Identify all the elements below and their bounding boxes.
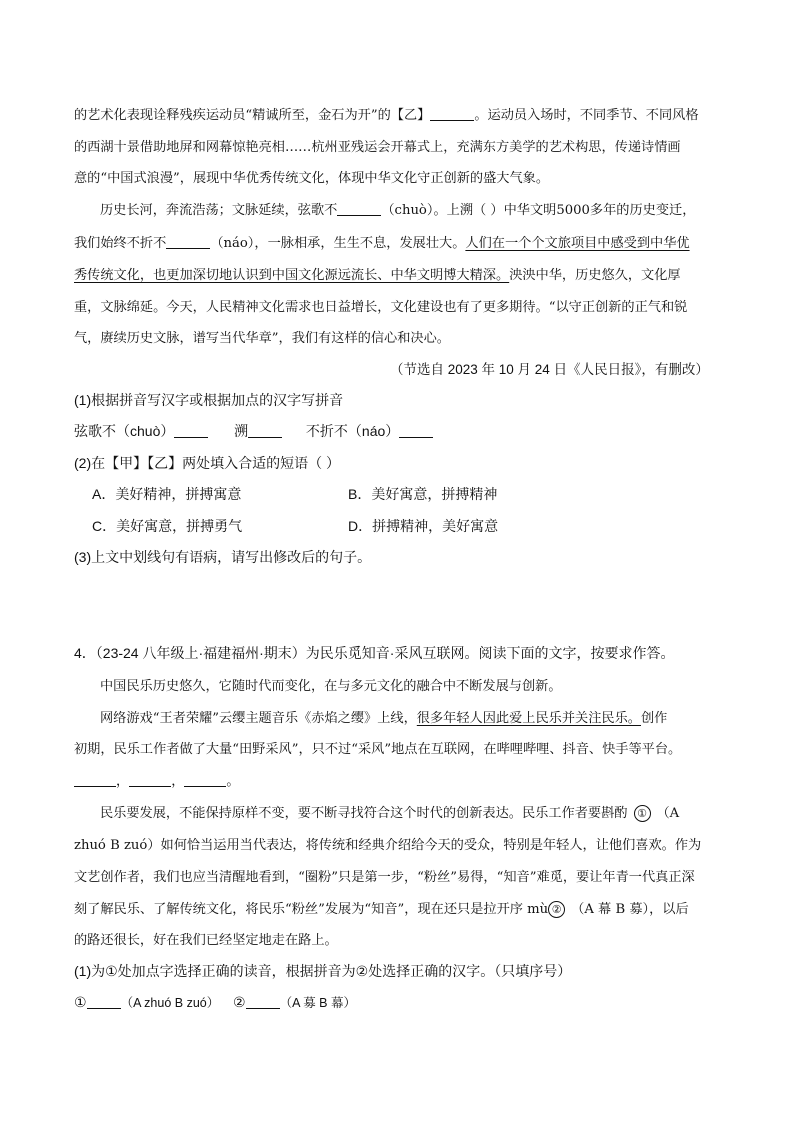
passage-line: 初期，民乐工作者做了大量“田野采风”，只不过“采风”地点在互联网，在哔哩哔哩、抖音、快手等平台。 [74,742,682,757]
passage-line: 重，文脉绵延。今天，人民精神文化需求也日益增长，文化建设也有了更多期待。“以守正创新的正气和锐 [74,300,688,315]
option-a[interactable]: A．美好精神，拼搏寓意 [92,486,242,502]
passage-line: 意的“中国式浪漫”，展现中华优秀传统文化，体现中华文化守正创新的盛大气象。 [74,171,550,186]
underlined-sentence: 秀传统文化，也更加深切地认识到中国文化源远流长、中华文明博大精深。 [74,268,510,283]
item-label: 溯 [234,423,249,439]
question-1-title: (1)根据拼音写汉字或根据加点的汉字写拼音 [74,392,344,408]
text: （chuò）。上溯（ ）中华文明5000多年的历史变迁， [381,203,696,218]
text: 。 [226,774,240,789]
text: 民乐要发展，不能保持原样不变，要不断寻找符合这个时代的创新表达。民乐工作者要斟酌 [100,806,628,821]
options-text: （A zhuó B zuó） [120,996,220,1010]
question-2-title: (2)在【甲】【乙】两处填入合适的短语（ ） [74,455,340,471]
text: 。运动员入场时，不同季节、不同风格 [474,108,699,123]
section-4-header: 4．（23-24 八年级上·福建福州·期末）为民乐觅知音·采风互联网。阅读下面的文字，按要求作答。 [74,645,675,661]
passage-line: zhuó B zuó）如何恰当运用当代表达，将传统和经典介绍给今天的受众，特别是年轻人，让他们喜欢。作为 [74,838,702,853]
answer-blank[interactable] [184,772,226,787]
circled-number-icon: ② [548,901,565,918]
answer-blank[interactable] [548,902,571,917]
passage-line [74,232,690,251]
text: 网络游戏“王者荣耀”云缨主题音乐《赤焰之缨》上线， [100,711,417,726]
question-3-title: (3)上文中划线句有语病，请写出修改后的句子。 [74,549,372,565]
text: （náo），一脉相承，生生不息，发展壮大。 [210,236,466,251]
answer-blank[interactable] [246,994,280,1009]
options-text: （A 募 B 幕） [279,996,356,1010]
source-citation: （节选自 2023 年 10 月 24 日《人民日报》，有删改） [390,362,709,377]
passage-line: 气，赓续历史文脉，谱写当代华章”，我们有这样的信心和决心。 [74,331,450,346]
option-c[interactable]: C．美好寓意，拼搏勇气 [92,518,243,534]
passage-line [74,264,681,283]
circled-number-icon: ② [233,994,246,1010]
blank-line: ， ， 。 [74,770,240,789]
passage-line [74,104,699,123]
underlined-sentence: 人们在一个个文旅项目中感受到中华优 [465,236,690,251]
circled-number-icon: ① [74,994,87,1010]
passage-line: 的西湖十景借助地屏和网幕惊艳亮相……杭州亚残运会开幕式上，充满东方美学的艺术构思，传递诗情画 [74,140,681,155]
circled-number-icon: ① [634,805,651,822]
text: 历史长河，奔流浩荡；文脉延续，弦歌不 [100,203,338,218]
answer-blank[interactable] [628,806,657,821]
underlined-sentence: 很多年轻人因此爱上民乐并关注民乐。 [416,711,641,726]
option-b[interactable]: B．美好寓意，拼搏精神 [348,486,498,502]
text: 的艺术化表现诠释残疾运动员“精诚所至，金石为开”的【乙】 [74,108,431,123]
answer-blank[interactable] [399,423,433,438]
answer-blank[interactable] [166,234,210,249]
passage-line [100,707,667,726]
passage-line: 中国民乐历史悠久，它随时代而变化，在与多元文化的融合中不断发展与创新。 [100,679,562,694]
question-1-items [74,421,433,441]
option-d[interactable]: D．拼搏精神，美好寓意 [348,518,499,534]
passage-line: 文艺创作者，我们也应当清醒地看到，“圈粉”只是第一步，“粉丝”易得，“知音”难觅，要让年青一代真正深 [74,870,695,885]
answer-blank[interactable] [248,423,282,438]
answer-blank[interactable] [430,106,474,121]
passage-line [100,802,679,822]
answer-blank[interactable] [337,201,381,216]
answer-blank[interactable] [129,772,171,787]
text: 创作 [640,711,668,726]
passage-line [100,199,695,218]
item-label: 弦歌不（chuò） [74,423,175,439]
answer-blank[interactable] [74,772,116,787]
question-4-1-answers [74,993,356,1011]
answer-blank[interactable] [174,423,208,438]
text: 刻了解民乐、了解传统文化，将民乐“粉丝”发展为“知音”，现在还只是拉开序 mù [74,902,549,917]
text: 泱泱中华，历史悠久，文化厚 [509,268,681,283]
text: （A [656,806,680,821]
passage-line: 的路还很长，好在我们已经坚定地走在路上。 [74,933,338,948]
answer-blank[interactable] [87,994,121,1009]
passage-line [74,898,689,918]
text: 我们始终不折不 [74,236,167,251]
text: （A 幕 B 募），以后 [571,902,689,917]
item-label: 不折不（náo） [305,423,400,439]
question-4-1-title: (1)为①处加点字选择正确的读音，根据拼音为②处选择正确的汉字。（只填序号） [74,963,572,979]
